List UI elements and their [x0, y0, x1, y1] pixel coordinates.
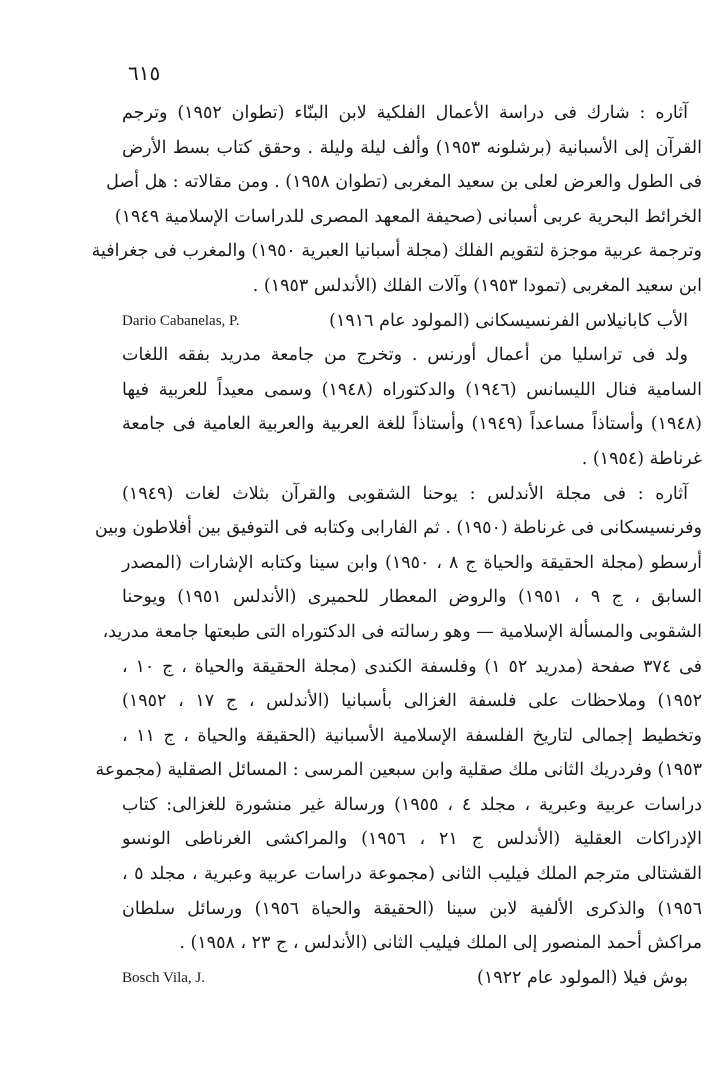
- page-number: ٦١٥: [128, 61, 161, 85]
- text-line: القرآن إلى الأسبانية (برشلونه ١٩٥٣) وألف ليلة وليلة . وحقق كتاب بسط الأرض: [122, 137, 702, 158]
- text-line: دراسات عربية وعبرية ، مجلد ٤ ، ١٩٥٥) ورسالة غير منشورة للغزالى: كتاب: [122, 794, 702, 815]
- text-line: الخرائط البحرية عربى أسبانى (صحيفة المعهد المصرى للدراسات الإسلامية ١٩٤٩): [114, 206, 702, 227]
- text-line: غرناطة (١٩٥٤) .: [581, 448, 702, 469]
- text-line: وفرنسيسكانى فى غرناطة (١٩٥٠) . ثم الفارابى وكتابه فى التوفيق بين أفلاطون وبين: [94, 518, 702, 539]
- entry-arabic-name: بوش فيلا (المولود عام ١٩٢٢): [476, 967, 688, 988]
- text-line: وترجمة عربية موجزة لتقويم الفلك (مجلة أسبانيا العبرية ١٩٥٠) والمغرب فى جغرافية: [91, 241, 702, 262]
- text-line: الشقوبى والمسألة الإسلامية — وهو رسالته فى الدكتوراه التى طبعتها جامعة مدريد،: [102, 621, 702, 642]
- entry-heading-cabanelas: [122, 304, 702, 339]
- text-line: ١٩٥٣) وفردريك الثانى ملك صقلية وابن سبعين المرسى : المسائل الصقلية (مجموعة: [95, 760, 702, 781]
- text-line: أرسطو (مجلة الحقيقة والحياة ج ٨ ، ١٩٥٠) وابن سينا وكتابه الإشارات (المصدر: [122, 552, 702, 573]
- text-line: ابن سعيد المغربى (تمودا ١٩٥٣) وآلات الفلك (الأندلس ١٩٥٣) .: [252, 275, 702, 296]
- entry-arabic-name: الأب كابانيلاس الفرنسيسكانى (المولود عام ١٩١٦): [329, 310, 688, 331]
- text-line: القشتالى مترجم الملك فيليب الثانى (مجموعة دراسات عربية وعبرية ، مجلد ٥ ،: [122, 864, 702, 885]
- text-line: فى ٣٧٤ صفحة (مدريد ٥٢ ١) وفلسفة الكندى (مجلة الحقيقة والحياة ، ج ١٠ ،: [122, 656, 702, 677]
- text-line: (١٩٤٨) وأستاذاً مساعداً (١٩٤٩) وأستاذاً للغة العربية والعربية العامية فى جامعة: [122, 414, 702, 435]
- text-line: السامية فنال الليسانس (١٩٤٦) والدكتوراه (١٩٤٨) وسمى معيداً للعربية فيها: [122, 379, 702, 400]
- text-line: آثاره : فى مجلة الأندلس : يوحنا الشقوبى والقرآن بثلاث لغات (١٩٤٩): [122, 483, 688, 504]
- text-line: ولد فى تراسليا من أعمال أورنس . وتخرج من جامعة مدريد بفقه اللغات: [122, 345, 688, 366]
- text-line: وتخطيط إجمالى لتاريخ الفلسفة الإسلامية الأسبانية (الحقيقة والحياة ، ج ١١ ،: [122, 725, 702, 746]
- entry-latin-name: Dario Cabanelas, P.: [122, 312, 240, 329]
- text-line: آثاره : شارك فى دراسة الأعمال الفلكية لابن البنّاء (تطوان ١٩٥٢) وترجم: [122, 103, 688, 123]
- text-line: ١٩٥٢) وملاحظات على فلسفة الغزالى بأسبانيا (الأندلس ، ج ١٧ ، ١٩٥٢): [122, 691, 702, 712]
- text-line: السابق ، ج ٩ ، ١٩٥١) والروض المعطار للحميرى (الأندلس ١٩٥١) ويوحنا: [122, 587, 703, 608]
- entry-latin-name: Bosch Vila, J.: [122, 969, 205, 986]
- text-line: ١٩٥٦) والذكرى الألفية لابن سينا (الحقيقة والحياة ١٩٥٦) ورسائل سلطان: [122, 898, 702, 919]
- text-line: الإدراكات العقلية (الأندلس ج ٢١ ، ١٩٥٦) والمراكشى الغرناطى الونسو: [122, 829, 702, 850]
- body-text: [91, 96, 703, 995]
- text-line: فى الطول والعرض لعلى بن سعيد المغربى (تطوان ١٩٥٨) . ومن مقالاته : هل أصل: [106, 172, 702, 193]
- text-line: مراكش أحمد المنصور إلى الملك فيليب الثانى (الأندلس ، ج ٢٣ ، ١٩٥٨) .: [179, 933, 702, 954]
- entry-heading-bosch: [122, 961, 702, 996]
